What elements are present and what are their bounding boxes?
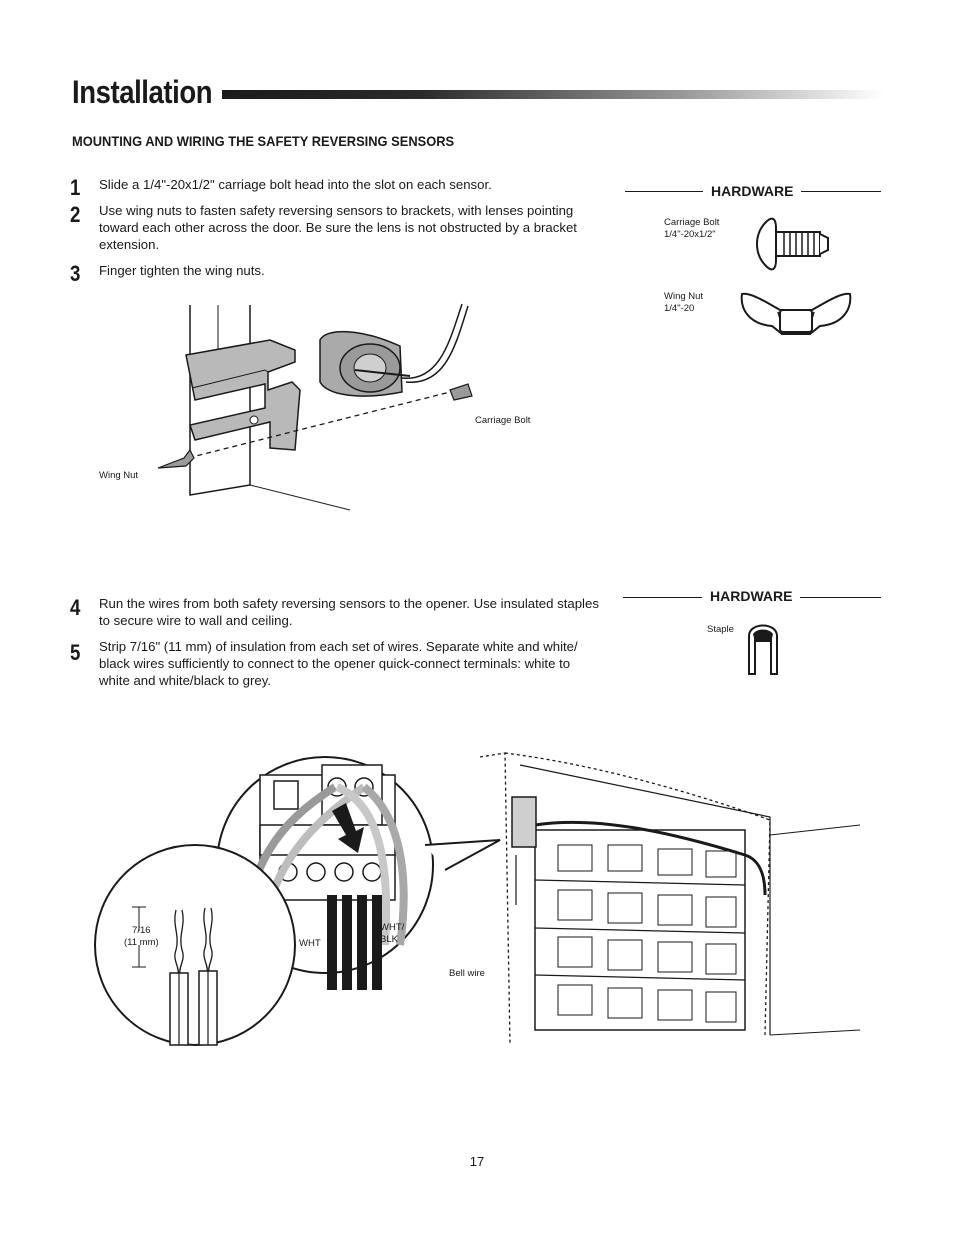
staple-label: Staple — [707, 624, 734, 635]
wing-nut-icon — [738, 284, 854, 342]
section-heading: MOUNTING AND WIRING THE SAFETY REVERSING SENSORS — [72, 133, 455, 149]
wht-label: WHT — [299, 938, 321, 949]
hardware-heading-top: HARDWARE — [703, 183, 801, 199]
sensor-bracket-illustration — [150, 300, 550, 515]
bell-wire-label: Bell wire — [449, 968, 485, 979]
wht-blk-label: WHT/ BLK — [380, 922, 405, 945]
step-number-1: 1 — [70, 175, 81, 200]
step-number-4: 4 — [70, 595, 81, 620]
carriage-bolt-icon — [758, 214, 830, 274]
page-number: 17 — [469, 1154, 485, 1169]
title-rule — [222, 90, 884, 99]
wing-nut-label: Wing Nut 1/4"-20 — [664, 291, 704, 314]
carriage-bolt-callout: Carriage Bolt — [475, 415, 531, 426]
page-title: Installation — [72, 74, 213, 110]
step-number-5: 5 — [70, 640, 81, 665]
hardware-heading-bottom: HARDWARE — [702, 588, 800, 604]
carriage-bolt-label: Carriage Bolt 1/4"-20x1/2" — [664, 217, 720, 240]
step-text-5: Strip 7/16" (11 mm) of insulation from each set of wires. Separate white and white/ black wires sufficiently to connect to the opener quick-connect terminals: white to white and white/black to grey. — [99, 639, 578, 688]
step-text-1: Slide a 1/4"-20x1/2" carriage bolt head into the slot on each sensor. — [99, 177, 492, 192]
step-number-2: 2 — [70, 202, 81, 227]
step-text-3: Finger tighten the wing nuts. — [99, 263, 265, 278]
step-text-2: Use wing nuts to fasten safety reversing sensors to brackets, with lenses pointing toward each other across the door. Be sure the lens is not obstructed by a bracket extension. — [99, 203, 577, 252]
step-number-3: 3 — [70, 261, 81, 286]
step-text-4: Run the wires from both safety reversing sensors to the opener. Use insulated staples to secure wire to wall and ceiling. — [99, 596, 599, 628]
strip-length-label: 7/16 (11 mm) — [124, 925, 159, 948]
wing-nut-callout: Wing Nut — [99, 470, 139, 481]
wiring-illustration — [80, 745, 870, 1055]
staple-icon — [745, 620, 781, 676]
